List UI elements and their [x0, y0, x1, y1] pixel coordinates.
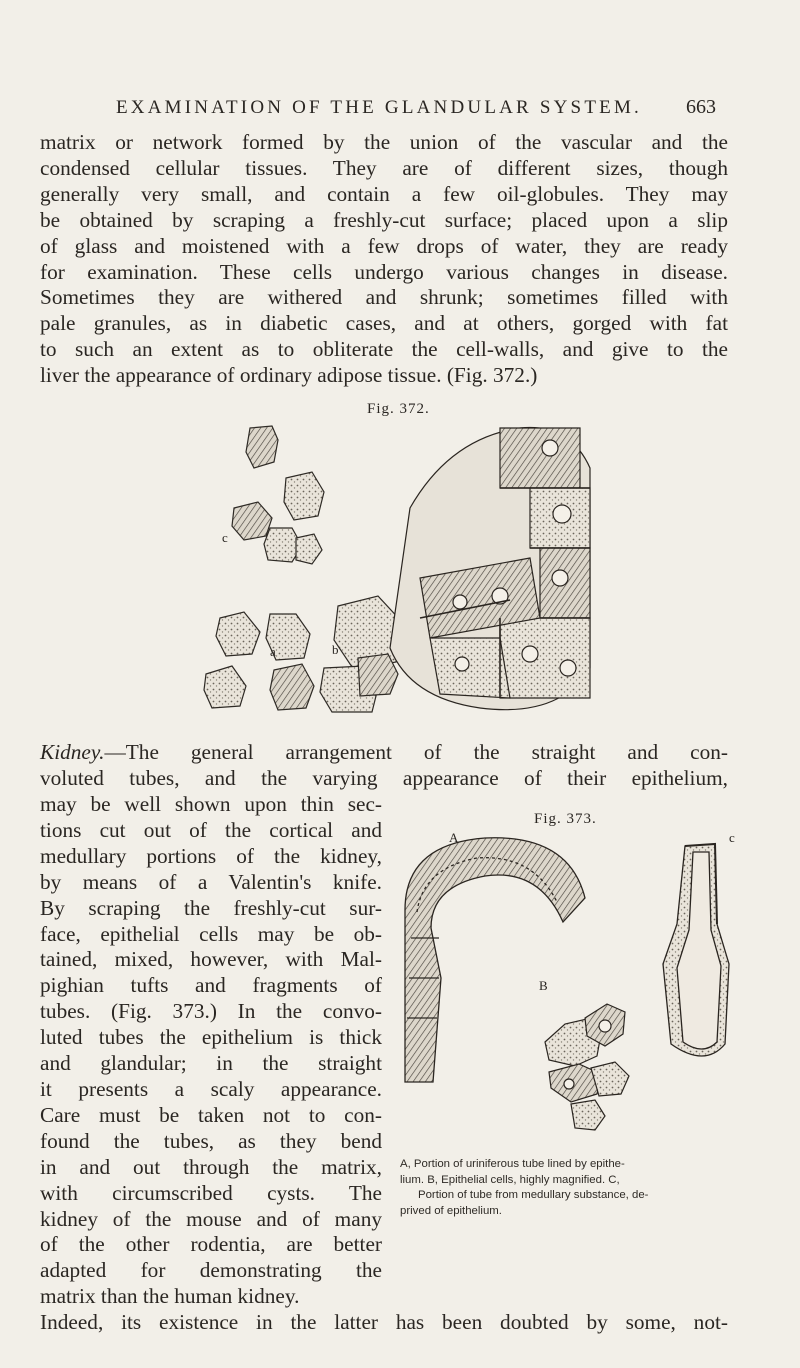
- figure-372-label: Fig. 372.: [367, 401, 430, 417]
- text-line: matrix or network formed by the union of the vascular and the: [40, 130, 728, 154]
- liver-cell: [204, 666, 246, 708]
- paragraph-kidney-closing: [40, 1284, 728, 1336]
- kidney-heading: Kidney.: [40, 740, 105, 764]
- text-line: for examination. These cells undergo various changes in disease.: [40, 259, 728, 284]
- liver-cell: [232, 502, 272, 540]
- text-line: may be well shown upon thin sec-: [40, 792, 382, 816]
- page-number: 663: [686, 96, 716, 118]
- text-line: voluted tubes, and the varying appearance of their epithelium,: [40, 765, 728, 790]
- text-line: condensed cellular tissues. They are of different sizes, though: [40, 155, 728, 180]
- text-line: Care must be taken not to con-: [40, 1102, 382, 1127]
- figure-373-illustration: [395, 828, 740, 1154]
- text-line: Indeed, its existence in the latter has been doubted by some, not-: [40, 1309, 728, 1334]
- text-line: be obtained by scraping a freshly-cut surface; placed upon a slip: [40, 207, 728, 232]
- text-line: liver the appearance of ordinary adipose tissue. (Fig. 372.): [40, 363, 538, 388]
- text-line: matrix than the human kidney.: [40, 1284, 300, 1308]
- figure-372-illustration: [200, 418, 640, 724]
- caption-line: lium. B, Epithelial cells, highly magnified. C,: [400, 1173, 620, 1186]
- liver-cell: [246, 426, 278, 468]
- liver-tissue-block: [390, 428, 590, 710]
- liver-cell: [216, 612, 260, 656]
- text-line: with circumscribed cysts. The: [40, 1180, 382, 1205]
- text-line: By scraping the freshly-cut sur-: [40, 895, 382, 920]
- letter-a: a: [270, 644, 276, 659]
- text-line: and glandular; in the straight: [40, 1051, 382, 1076]
- running-header: [116, 96, 716, 119]
- caption-line: A, Portion of uriniferous tube lined by epithe-: [400, 1158, 625, 1170]
- medullary-tube: [663, 844, 729, 1056]
- text-line: generally very small, and contain a few oil-globules. They may: [40, 181, 728, 206]
- caption-line: prived of epithelium.: [400, 1204, 502, 1217]
- text-line: of the other rodentia, are better: [40, 1232, 382, 1257]
- text-line: of glass and moistened with a few drops of water, they are ready: [40, 233, 728, 258]
- epithelial-cells: [545, 1004, 629, 1130]
- text-line: kidney of the mouse and of many: [40, 1206, 382, 1231]
- running-title: EXAMINATION OF THE GLANDULAR SYSTEM.: [116, 97, 642, 118]
- paragraph-kidney-intro: [40, 740, 728, 792]
- text-line: luted tubes the epithelium is thick: [40, 1025, 382, 1050]
- text-line: adapted for demonstrating the: [40, 1258, 382, 1283]
- text-line: it presents a scaly appearance.: [40, 1076, 382, 1101]
- liver-cell: [296, 534, 322, 564]
- text-line: tions cut out of the cortical and: [40, 817, 382, 842]
- text-line: tubes. (Fig. 373.) In the convo-: [40, 999, 382, 1024]
- caption-line: Portion of tube from medullary substance, de-: [418, 1189, 649, 1201]
- text-line: Sometimes they are withered and shrunk; sometimes filled with: [40, 285, 728, 310]
- letter-b: b: [332, 642, 339, 657]
- text-fragment: —The general arrangement of the straight and con-: [104, 740, 728, 764]
- paragraph-liver-cells: [40, 130, 728, 389]
- text-line: in and out through the matrix,: [40, 1154, 382, 1179]
- letter-c: c: [729, 830, 735, 845]
- figure-373-caption: [400, 1157, 730, 1219]
- text-line: pale granules, as in diabetic cases, and at others, gorged with fat: [40, 311, 728, 336]
- text-line: medullary portions of the kidney,: [40, 843, 382, 868]
- liver-cell: [270, 664, 314, 710]
- text-line: face, epithelial cells may be ob-: [40, 921, 382, 946]
- liver-cell: [284, 472, 324, 520]
- text-line: tained, mixed, however, with Mal-: [40, 947, 382, 972]
- liver-cells-group: [204, 426, 402, 712]
- letter-B: B: [539, 978, 548, 993]
- text-line: to such an extent as to obliterate the cell-walls, and give to the: [40, 337, 728, 362]
- paragraph-kidney-narrow: [40, 792, 382, 1284]
- text-line: [40, 740, 728, 766]
- text-line: found the tubes, as they bend: [40, 1128, 382, 1153]
- letter-c: c: [222, 530, 228, 545]
- text-line: by means of a Valentin's knife.: [40, 869, 382, 894]
- text-line: pighian tufts and fragments of: [40, 973, 382, 998]
- letter-A: A: [449, 830, 459, 845]
- figure-373-label: Fig. 373.: [534, 811, 597, 827]
